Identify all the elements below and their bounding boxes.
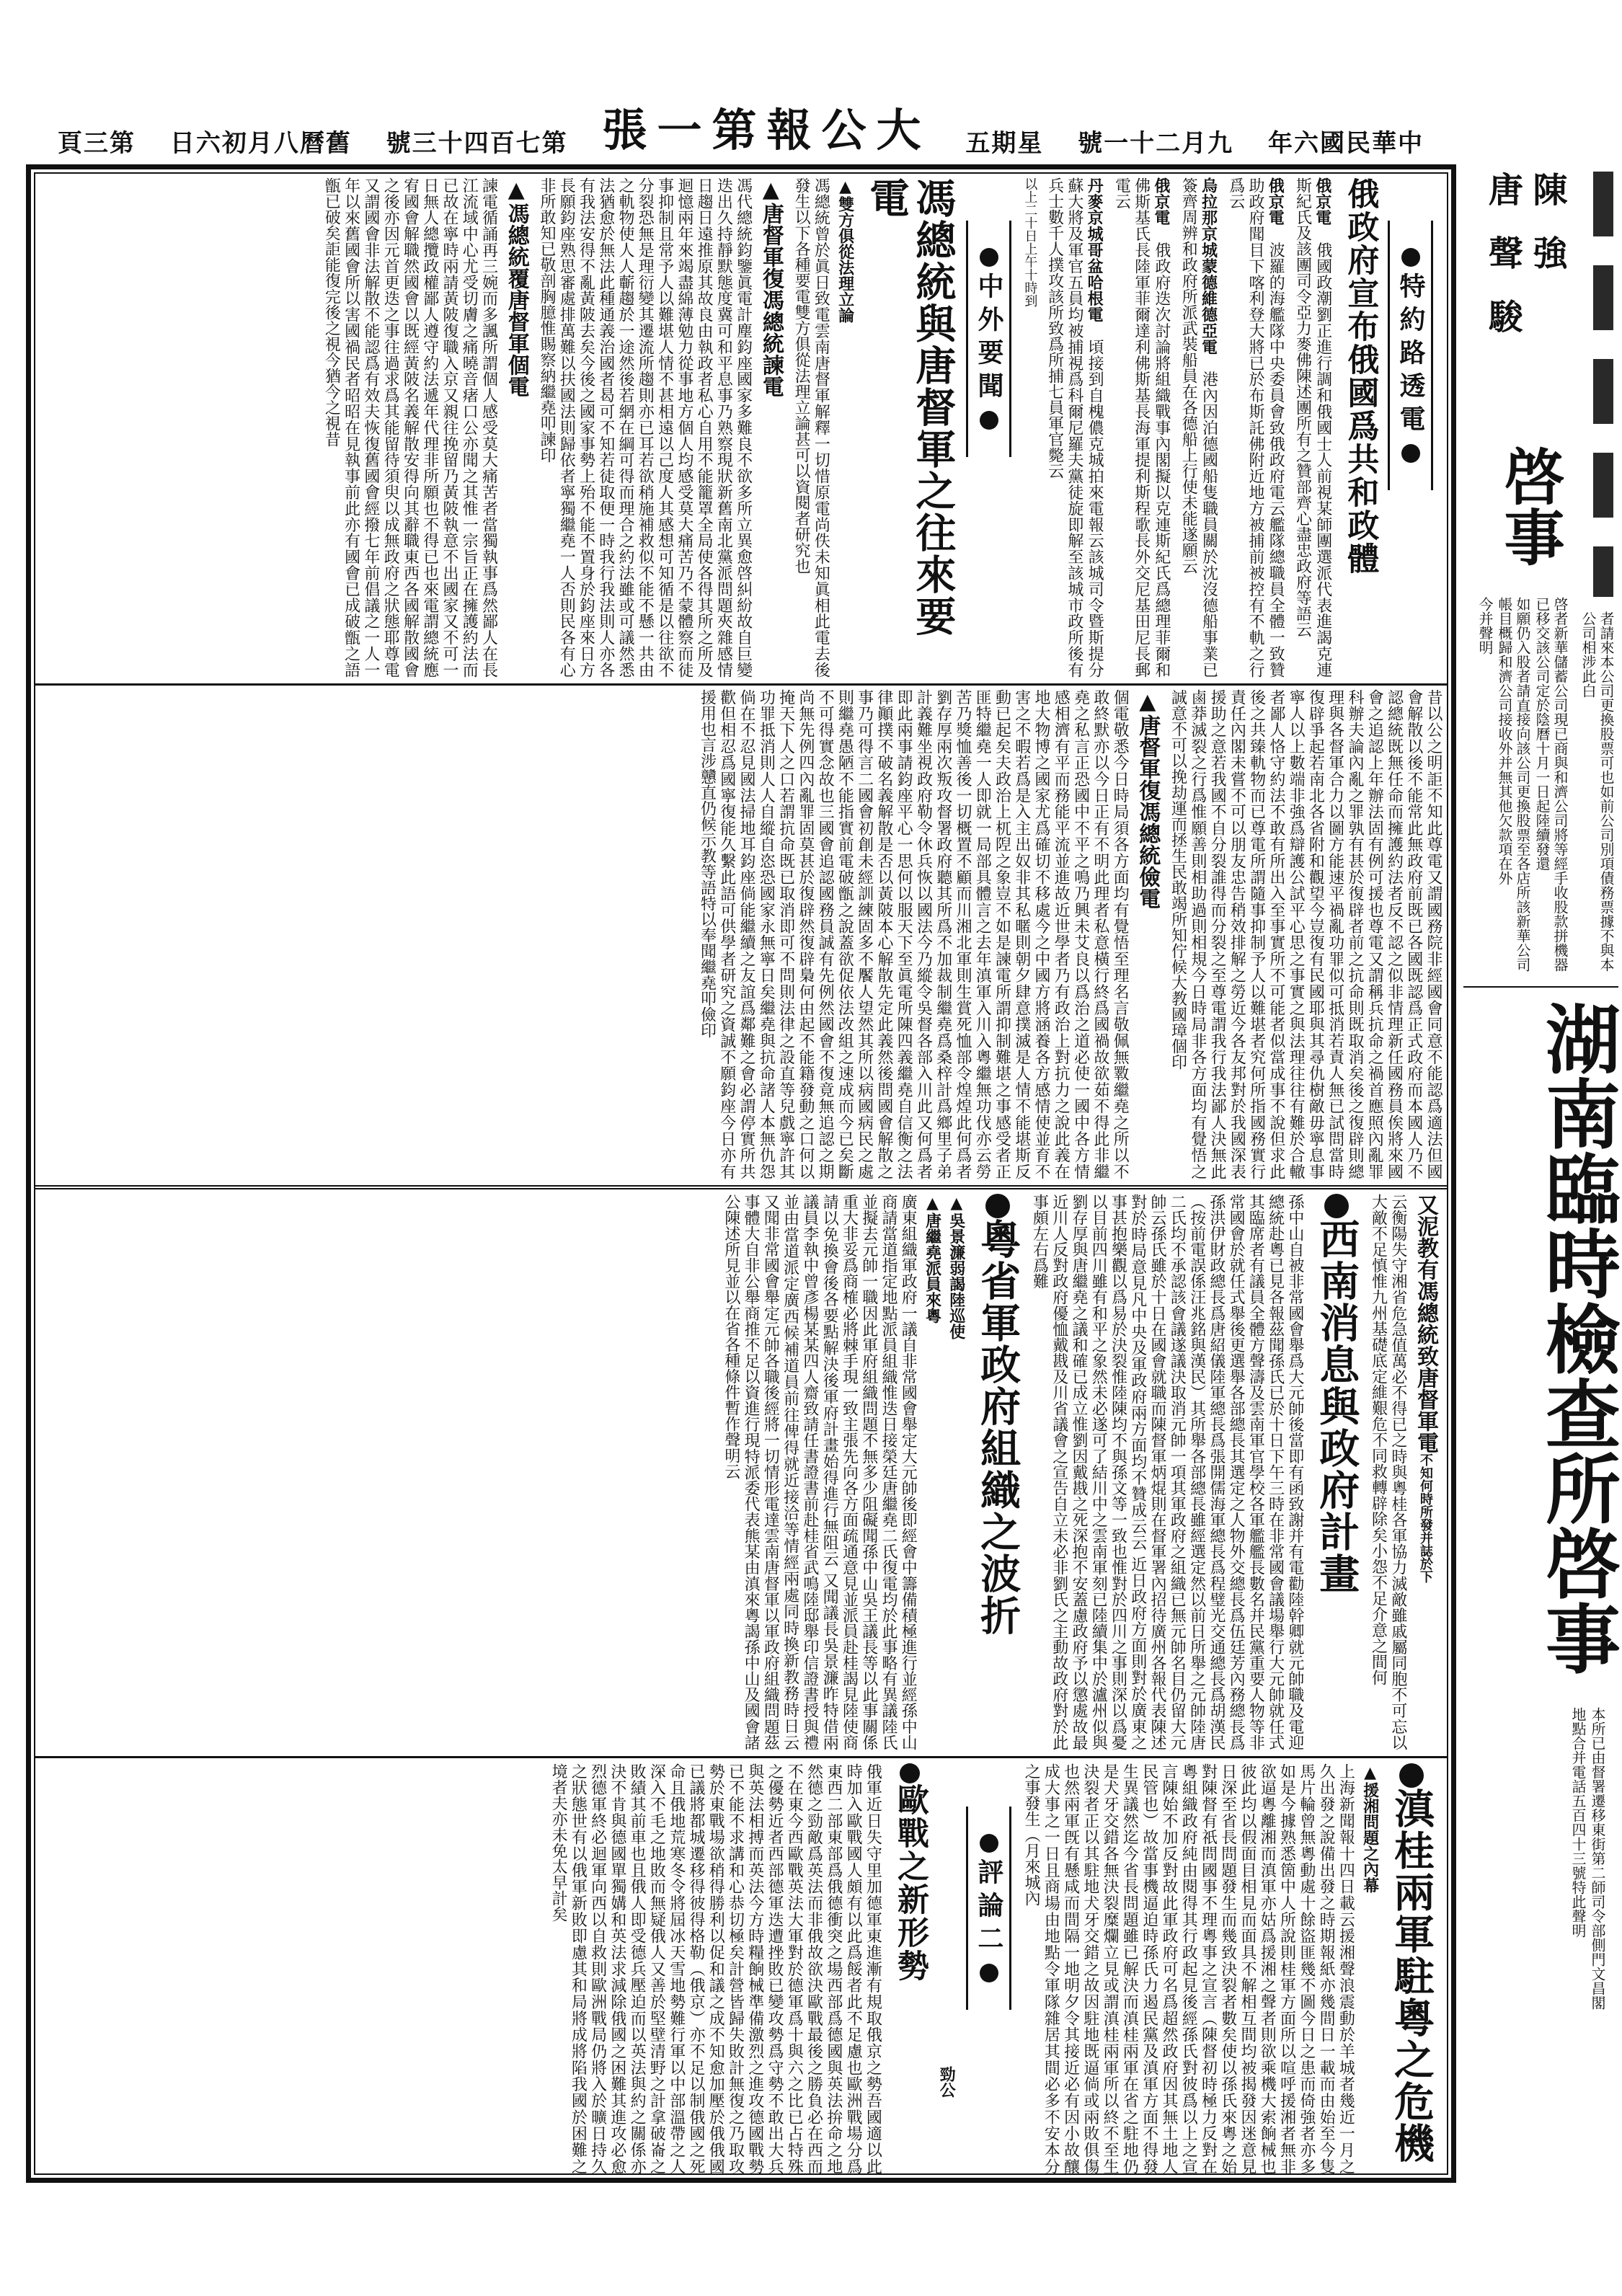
article-paragraph: 昔以公之明詎不知此尊電又謂國務院非經國會同意不能認爲適法但國會解散以後不能常此無政府前既已各國既認爲正式政府而本國人乃不認總統既無任命而擁護約法者反不認之似非情理新任國務員俟將來國會之追認上年辦法固有例可援也尊電又謂稱兵抗命之禍首應照內亂罪科辦夫論內亂之罪孰有甚於復辟者前之抗命則既取消矣後之復辟則總理與各督軍合力以圖方能速平禍亂功罪似可抵消若責人無已試問當時復辟爭起若南北各省附和觀望今豈復有民國耶與其尋仇樹敵毋寧息事寧人以上數端非強爲辯護公試平心思之事實之與法理往往有難於合轍者鄙人恪守約法不敢有所出入至事實所不可能者似當成事不說但求此後之共臻軌物而已尊電所謂隨事抑制予人以難堪者究何所指國務實行責任內閣未嘗不可以朋友忠告稍效排解之勞近今各友邦對於我國深表援助之意若我國不自分裂誰得而分裂之至尊電謂我行我法鄙人決無此鹵莽滅裂之行爲惟願善則相助過則相規今日時局非各方面均有覺悟之誠意不可以挽劫運而拯生民敢竭所知佇候大教國璋個印: [1169, 689, 1442, 1179]
bullet-icon: [985, 1194, 1010, 1218]
article-paragraph: 孫中山自被非常國會舉爲大元帥後當即有函致謝并有電勸陸幹卿就元帥職及電迎總統赴粵已見各報茲聞孫氏已於十日下午三時在非常國會議場舉行大元帥就任式其臨席者有議員全體方聲濤及雲南軍官學校各軍艦艦長數名并民黨重要人物等非常國會於就任式舉後更選舉各部總長其選定之人物外交總長爲伍廷芳內務總長爲孫洪伊財政總長爲唐紹儀陸軍總長爲張開儒海軍總長爲程璧光交通總長爲胡漢民（按前電誤係汪兆銘與漢民）其所舉各部總長雖經選定然以前日所舉之元帥陸唐二氏均不承認該會議遂議決取消元帥一項其軍政府之組織已無元帥名目仍留大元帥云孫氏雖於十日在國會就職而陳督軍炳焜則在督軍署內招待廣州各報代表陳述對於時局意見凡中央及軍政府兩方面均不贊成云云 近日政府方面則對於廣東之事甚抱樂觀以爲易於決裂惟陸陳均不與孫文等一致也惟對於四川之事則深以爲憂以目前四川雖有和平之象然未必遂可了結川中之雲南軍刻已陸續集中於瀘州似與劉存厚與唐繼堯之議和確已成立惟劉因戴戡之死深抱不安蓋慮政府予以懲處故最近川人反對政府優恤戴戡及川省議會之宣告自立未必非劉氏之主動故政府對於此事頗左右爲難: [1030, 1194, 1304, 1750]
masthead-weekday: 星期五: [965, 129, 1044, 158]
subheading: ▲唐繼堯派員來粵: [923, 1194, 942, 1324]
ad-divider: [1463, 986, 1618, 988]
ad-text-box: [1572, 611, 1616, 972]
masthead-lunar-date: 舊曆八月初六日: [169, 129, 352, 158]
telegram-item: 烏拉那京城蒙德維德亞電 港內因泊德國船隻職員關於沈沒德船事業已簽齊周辨和政府所派武裝船員在各德船上行使未能遂願云: [1179, 177, 1218, 678]
ad-text: 如願仍入股者請直接向該公司更換股票至各店所該新華公司帳目概歸和濟公司接收外并無其他欠款項在外: [1496, 597, 1531, 972]
subheading: 又泥教有馮總統致唐督軍電不知何時所發并誌於下: [1413, 1194, 1438, 1583]
ad-body-box: [1535, 1707, 1608, 2176]
bullet-icon: [900, 1763, 920, 1783]
subheading: ▲雙方俱從法理立論: [836, 177, 855, 323]
tier-1: [37, 177, 1443, 678]
ad-title: 啓事: [1494, 446, 1566, 567]
ad-names-box: [1473, 172, 1570, 431]
telegram-item: 俄京電 俄政府迭次討論將組織戰事內閣擬以克連斯紀氏爲總理菲爾和佛斯基氏長陸軍菲爾達利佛斯基長海軍提利斯程歌長外交尼基田尼長郵電云: [1112, 177, 1171, 678]
article-paragraph: 諫電循誦再三婉而多諷所謂個人感受莫大痛苦者當獨執事爲然鄙人在長江流域中心尤受切膚之痛曉音瘏口公亦聞之其惟一宗旨正在擁護約法而已故在寧時兩請黃陂復職入京又親往挽留乃黃陂執意不出國家又不可一日無人總攬政權鄙人遵守約法遞年代理非所願也不得已也來電謂總統應宥國會解職然國會以既經黃陂名義解散安得向其辭職東西各國解散國會之後亦因元首更迭之事往過求爲其能留待須臾以成無政府之狀態耶尊電又謂國會非法解散不能認爲有效夫恢復舊國會經撥七年前倡議之一人一年以來舊國會所以害國禍民者昭昭在見執事前此亦有國會已成破甑之語甑已破矣詎能復完後之視今猶今之視昔: [322, 177, 498, 678]
bullet-icon: [1399, 1763, 1424, 1788]
article-paragraph: 個電敬悉今日時局須各方面均有覺悟至理名言敬佩無斁繼堯之所以不敢終默亦以今日正有不明此理者私意橫行終爲國禍故欲茹不得此非繼堯之私言正恐國中不平之鳴乃興未艾良以爲治之道必使一國中各方情感相濟有平而務能平流並進故近世學者乃有政治上對抗力之說此義在地大物博之國家尤爲確切不移處今之中國方將涵養各方感情使並育不害之不暇若爲是入主出奴非其私暱則朝夕肆意撲滅是人情不能堪斯反動已起矣夫政治上杌隉之象豈不如是諫電所謂抑制難堪之事感受者正匪特繼堯一人即就一局部具體言之去年滇軍入川入粵繼無功伐亦云勞苦乃獎恤善後一切概置不顧而川湘北軍則生賞死恤部令煌煌此何爲者劉存厚兩次叛攻督署政府聽其所爲不加裁制繼堯爲桑梓計爲鄉里子弟計義難坐視政府勒令休兵恢以國法今乃縱令吳督各部入川此又何爲者即此兩事請鈞座平心一思何以服天下至眞電所陳四義繼堯自信衡之法律顚撲不破名義解散是否以黃陂本心解散先定此義然後問國會解散之事乃可得言二國會初創未經訓練固多不饜人望然其所以病國病民之處則繼堯愚陋不能指實前電破甑之說蓋欲促依法改組之速成而今已矣斷不可得實念故也三國會追認國務員誠有先例然國會不復竟無追認之期尚無先例四內亂罪固莫甚於復辟然復辟梟何由起不能籍發動之口何以掩天下人之口若謂抗命既已取消即可不問則法律之設直等兒戲寧許其功罪抵消則人人自縱自恣恐國家永無寧日矣繼堯與抗命諸人本無仇怨倘在不忍見國法掃地耳鈞座倘能繼續之友誼爲鄰難之會必謂停實所共歡但相忍爲國寧復能久繫此語可供學者研究之資誠不願鈞座今日亦有援用也言涉戇直仍候示教等語特以奉聞繼堯叩儉印: [698, 689, 1130, 1179]
tier-3: [37, 1194, 1443, 1750]
article-headline: 歐戰之新形勢: [891, 1763, 928, 2174]
telegram-item: 俄京電 波羅的海艦隊中央委員會致俄政府電云艦隊總職員全體一致贊助政府聞目下喀利登大將已於布斯託佛附近地方被捕前被控有不軌之行爲云: [1226, 177, 1285, 678]
subheading: ▲唐督軍復馮總統儉電: [1135, 689, 1161, 909]
main-headline: 馮總統與唐督軍之往來要電: [863, 177, 957, 637]
article-paragraph: 馮總統曾於眞日致電雲南唐督軍解釋一切惜原電尚佚未知眞相此電去後發生以下各種要電雙方俱從法理立論甚可以資閱者研究也: [792, 177, 830, 678]
ad-text: 本所已由督署遷移東街第二師司令部側門文昌閣: [1589, 1707, 1606, 2010]
telegram-time-note: 以上二十日上午十時到: [1022, 177, 1038, 307]
news-section-label: 中外要聞: [966, 221, 1011, 457]
ad-closing: 今并聲明: [1476, 597, 1494, 655]
masthead-western-date: 九月二十一號: [1078, 129, 1234, 158]
advertisement-strip: [1463, 164, 1621, 2183]
subheading: ▲吳景濂弱謁陸巡使: [947, 1194, 966, 1339]
article-headline: 西南消息與政府計畫: [1313, 1194, 1360, 1750]
telegram-item: 俄京電 俄國政潮劉正進行調和俄國士人前視某師團選派代表進謁克連斯紀氏及該團司令亞力麥佛陳述團所有之贊部齊心盡忠政府等語云: [1293, 177, 1332, 678]
ad-title: 湖南臨時檢查所啓事: [1533, 1001, 1621, 1675]
ad-name: 陳強: [1527, 172, 1567, 298]
calligraphy-mark: [1593, 172, 1613, 597]
subheading: ▲馮總統覆唐督軍個電: [503, 177, 529, 397]
section-divider: [35, 1185, 1448, 1189]
article-paragraph: 云衡陽失守湘省危急值萬必不得已之時與粵桂各軍協力滅敵雖戚屬同胞不可忘以大敵不足慎惟九州基礎底定維艱危不同救轉辟除矣小怨不足介意之間何: [1369, 1194, 1407, 1750]
article-paragraph: 廣東組織軍政府一議自非常國會舉定大元帥後即經會中籌備積極進行並經孫中山商請當道指定地點派員組織惟迭日接榮廷唐繼堯二氏復電均於此事略有異議陸氏並擬去元帥一職因此軍府組織問題不無多少阻礙聞孫中山吳王議長等以此事關係重大非妥爲商榷必將棘手現一致主張先向各方面疏通意見並派員赴桂謁見陸使商請以免換會後各要點解決後軍府計畫始得進行無阻云 又聞議長吳景濂昨特借兩議員李執中曾彥楊某某四人齋致請任書證書前赴桂省武鳴陸邸舉印信證書授與禮並由當道派定廣西候補道員前往俾得就近接洽等情經兩處同時換新教務時日云 又聞非常國會舉定元帥各職後經將一切情形電達雲南唐督軍以軍政府組織問題茲事體大自非公舉商推不足以資進行現特派委代表熊某由滇來粵謁孫中山及國會諸公陳述所見並以在省各種條件暫作聲明云: [722, 1194, 918, 1750]
telegram-item: 丹麥京城哥盆哈根電 頃接到自槐儂克城拍來電報云該城司令暨斯提分蘇大將及軍官五員均被捕視爲科爾尼羅夫黨徒旋即解至該城市政所後有兵士數千人撲攻該所致爲所捕七員軍官斃云: [1045, 177, 1104, 678]
reuters-section-label: 特約路透電: [1388, 221, 1433, 490]
subheading: ▲援湘問題之內幕: [1360, 1763, 1380, 1893]
ad-title-box: [1527, 1001, 1621, 1693]
ad-text: 者請來本公司更換股票可也如前公司別項債務票據不與本公司相涉此白: [1579, 611, 1615, 972]
masthead-issue-number: 第七百四十三號: [386, 129, 568, 158]
masthead-date: 中華民國六年: [1267, 129, 1424, 158]
ad-body-box: [1463, 597, 1570, 975]
subheading: ▲唐督軍復馮總統諫電: [758, 177, 784, 397]
tier-4: [37, 1763, 1443, 2174]
bullet-icon: [980, 411, 998, 430]
bullet-icon: [1324, 1194, 1349, 1218]
article-headline: 粵省軍政府組織之波折: [975, 1194, 1021, 1750]
ad-title-box: [1489, 446, 1566, 582]
article-headline: 滇桂兩軍駐粵之危機: [1388, 1763, 1435, 2174]
bullet-icon: [980, 248, 998, 267]
masthead: [29, 104, 1453, 159]
ad-text: 啓者新華儲蓄公司現已商與和濟公司將等經手收股款拼機器已移交該公司定於陰曆十月一日起陸續發還: [1533, 597, 1569, 972]
bullet-icon: [980, 1834, 998, 1853]
article-paragraph: 馮代總統鈞鑒眞電計塵鈞座國家多難良不欲多所立異愈啓糾紛故自巨變迭出久持靜默態度冀可和平息事乃熟察現狀新舊南北黨派問題夾雜感情日趨日遠推原其故良由執政者私心自用不能籠罩全局使各得其所之所及迴憶兩年來竭盡綿薄勉力從事地方個人均感受莫大痛苦乃不蒙體察而徒事抑制且常予人以難堪人情不甚相遠以己度人其感想可知循是以往欲不分裂恐無是理衍變其遷流所趨則亦已耳若欲稍施補救似不能不懸一共由之軌物使人人蘄趨於一途然後若網在綱可得而理合之約法雖或可議然悉法猶愈於無法此種通義治國者曷可不知若徒取便一時我行我法則人亦各有我法安得不亂黃陂去矣今後之國家事勢上殆不能不置身於鈞座來日方長願鈞座熟思審處排萬難以扶國法則歸依者寧獨繼堯一人否則民各有心非所敢知已敬剖胸臆惟賜察納繼堯叩諫印: [537, 177, 753, 678]
tier-divider: [35, 1756, 1448, 1758]
masthead-paper-title: 大公報第一張: [602, 104, 931, 156]
masthead-page-number: 第三頁: [58, 129, 136, 158]
ad-name: 唐聲駿: [1482, 172, 1523, 362]
article-paragraph: 俄軍近日失守里加德軍東進漸有規取俄京之勢吾國適以此時加入歐戰國人頗有以此爲餒者此不足慮也歐洲戰場分爲東西二部東部爲俄德衝突之場西部爲德國與英法拚命之地然德之勁敵爲英法而非俄故欲決歐戰最後之勝負必在西而不在東今西歐戰英法大軍對於德軍爲十與六之比已占特殊之優勢近者西部德軍迭遭挫敗已變攻勢爲守勢不敢出大兵與英法相搏而英法今方時糧餉械準備激烈之進攻德國戰勢已不能不求講和心恭切極矣計營皆歸失敗計無復之乃取攻勢於東戰場欲稍得勝利以促和議之成不知愈加壓於俄俄國已議將都城遷移得彼得格勒（俄京）亦不足以制俄國之死命且俄地荒寒冬令將屆冰天雪地勢難行軍以中部溫帶之人深入不毛之地敗而無疑俄人又善於堅壁清野之計拿破崙之敗績其前車也且俄人即受德兵壓迫而以英法與約之關係亦決不肯與德國單獨媾和英法求減除俄國之困難其進攻必愈烈德軍終必迴軍向西以自救則歐洲戰局仍將入於曠日持久之狀態世有以俄軍新敗即慮其和局將成將陷我國於困難之境者夫亦未免太早計矣: [549, 1763, 882, 2174]
article-paragraph: 上海新聞報十四日載云援湘聲浪震動於羊城者幾近一月之久出發之說備出發之時期報紙亦幾間日一載而由始至今隻馬片輪曾無粵動處十餘盜匪幾不圖今日之患而倚強者亦多如是今據熟悉箇中人所說則桂軍方面所以喧呼援湘者無非欲逼粵離湘而滇軍亦姑爲援湘之聲者則欲乘機大索餉械也彼此均以假面目相見而面具不解相互間均被揭發因迷意見日深至省長問題發生而幾致決裂者數矣使以孫氏來粵之始對陳督有祇問國事不理粵事之宣言（陳督初時極力反對在粵組織政府純由閱得其行政起見後經孫氏對彼爲以上之宣言陳始不加反對故此軍政府可名爲超然政府因其無土地人民管也）故當事機逼迫時孫氏力遏民黨及滇軍方面不得發生異議然迄今省長問題雖已解決而滇桂兩軍在省之駐地仍是犬牙交錯各無決裂糜爛立見或謂滇桂兩軍所以終不至生決裂者正以其駐地犬牙交錯之故因駐地既逼倘或兩敗俱傷也然兩軍旣有懸咸而間隔一地明夕令其接近必有因小故釀成大事之一日且商場由地點令軍隊雜居其間必多不安本分之事發生（月來城內: [1022, 1763, 1355, 2174]
commentary-section-label: 評論二: [966, 1807, 1011, 2010]
bullet-icon: [1401, 444, 1420, 463]
ad-text: 地點合并電話五百四十三號特此聲明: [1569, 1707, 1587, 1938]
bullet-icon: [1401, 248, 1420, 267]
article-headline: 俄政府宣布俄國爲共和政體: [1342, 177, 1379, 575]
bullet-icon: [980, 1964, 998, 1982]
tier-divider: [35, 683, 1448, 686]
tier-2: [37, 689, 1443, 1179]
author-byline: 勁公: [937, 2066, 957, 2098]
